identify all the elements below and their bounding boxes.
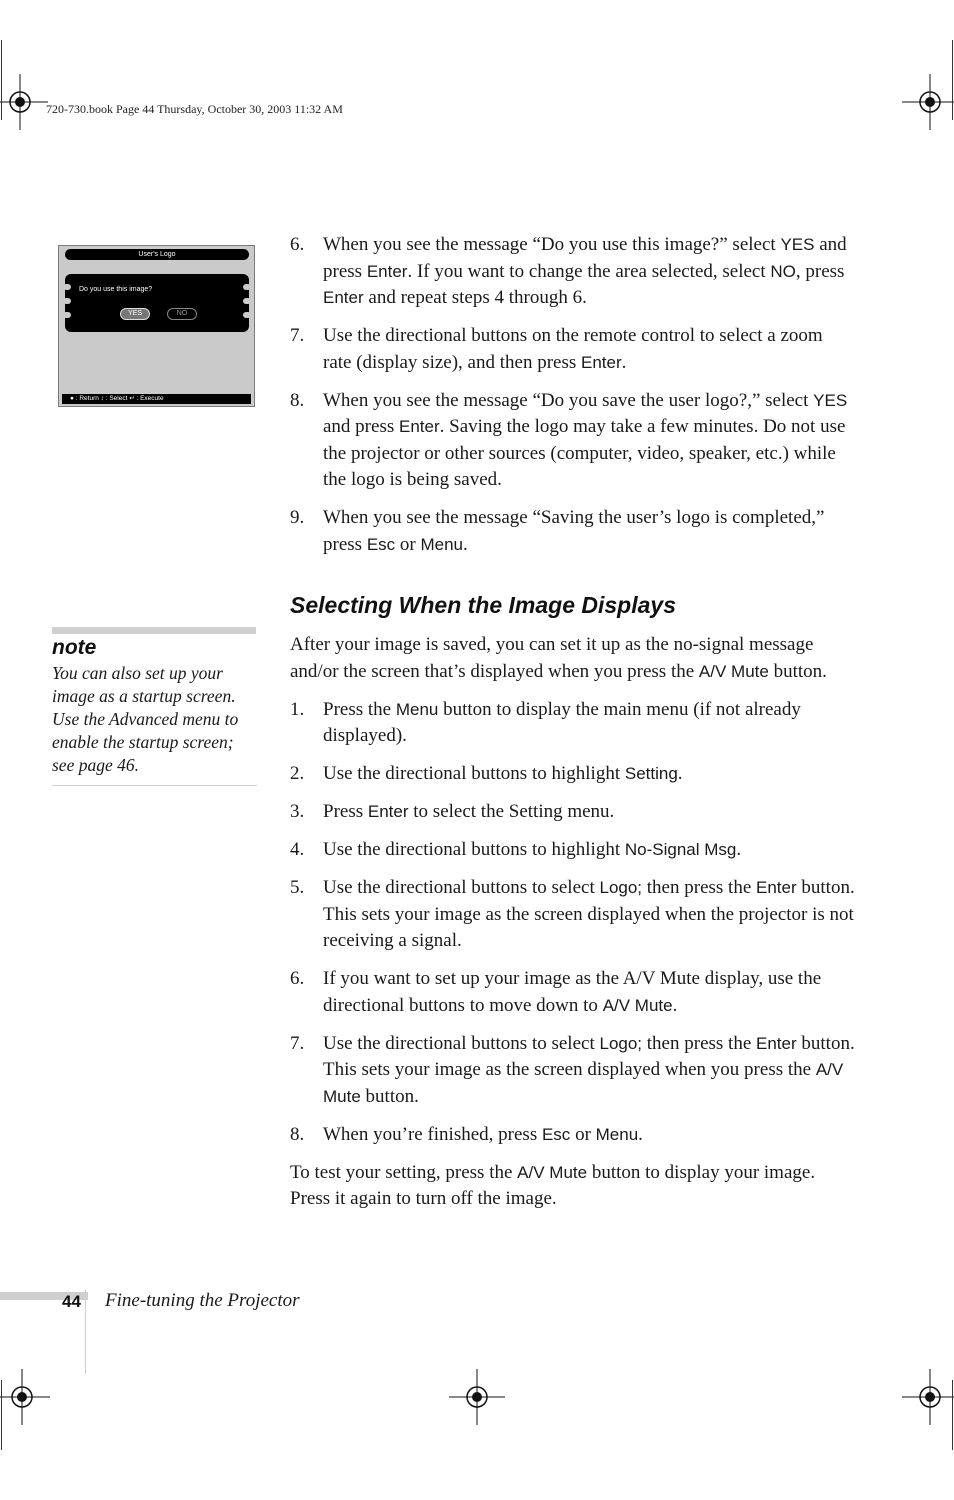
ui-term: Menu bbox=[420, 534, 464, 554]
screenshot-dialog bbox=[65, 274, 249, 332]
ui-term: Enter bbox=[756, 1033, 797, 1053]
registration-mark-top-left bbox=[0, 74, 48, 130]
users-logo-screenshot bbox=[58, 245, 255, 407]
step-number: 7. bbox=[290, 1032, 305, 1054]
text-run: . bbox=[672, 994, 678, 1016]
text-run: , press bbox=[795, 260, 845, 282]
ui-term: Enter bbox=[367, 802, 409, 821]
step-item bbox=[290, 1122, 855, 1149]
text-run: to select the Setting menu. bbox=[408, 801, 615, 822]
text-run: . Saving the logo may take a few minutes. Do not use the projector or other sources (computer, video, speaker, etc.) while the logo is being saved. bbox=[323, 416, 846, 490]
text-run: and press bbox=[323, 234, 847, 282]
ui-term: Menu bbox=[595, 1124, 639, 1144]
note-text: You can also set up your image as a startup screen. Use the Advanced menu to enable the startup screen; see page 46. bbox=[52, 663, 239, 775]
text-run: . If you want to change the area selected, select bbox=[407, 260, 771, 282]
step-number: 9. bbox=[290, 507, 305, 528]
intro-paragraph bbox=[290, 632, 855, 685]
ui-term: Setting bbox=[624, 764, 678, 783]
text-run: Press bbox=[323, 801, 368, 822]
ui-term: Enter bbox=[366, 261, 408, 281]
return-icon: ● bbox=[70, 395, 74, 402]
steps-continued bbox=[290, 232, 855, 570]
screenshot-footer bbox=[62, 394, 251, 404]
text-run: button. bbox=[360, 1085, 419, 1107]
ui-term: A/V Mute bbox=[698, 661, 769, 681]
step-list-b bbox=[290, 697, 855, 1149]
text-run: and repeat steps 4 through 6. bbox=[363, 287, 587, 308]
ui-term: Esc bbox=[366, 534, 396, 554]
text-run: When you see the message “Do you save the user logo?,” select bbox=[323, 389, 814, 411]
text-run: . bbox=[736, 839, 742, 860]
registration-mark-bottom-left bbox=[0, 1369, 50, 1425]
ui-term: Menu bbox=[395, 699, 439, 719]
step-item bbox=[290, 505, 855, 558]
text-run: Use the directional buttons to select bbox=[323, 877, 600, 898]
text-run: Use the directional buttons to highlight bbox=[323, 839, 625, 860]
text-run: . bbox=[621, 351, 627, 373]
step-number: 2. bbox=[290, 763, 305, 784]
crop-line-bottom-left bbox=[1, 1380, 2, 1450]
step-number: 4. bbox=[290, 839, 305, 860]
text-run: Press the bbox=[323, 698, 396, 720]
step-item bbox=[290, 323, 855, 376]
step-number: 8. bbox=[290, 1123, 305, 1145]
step-number: 7. bbox=[290, 325, 305, 346]
step-number: 1. bbox=[290, 698, 305, 720]
screenshot-no-button: NO bbox=[167, 308, 197, 320]
text-run: . bbox=[677, 763, 683, 784]
step-number: 6. bbox=[290, 234, 305, 255]
text-run: Use the directional buttons to select bbox=[323, 1032, 600, 1054]
ui-term: A/V Mute bbox=[602, 995, 673, 1015]
step-number: 3. bbox=[290, 801, 305, 822]
header-stamp: 720-730.book Page 44 Thursday, October 30, 2003 11:32 AM bbox=[46, 102, 343, 116]
ui-term: A/V Mute bbox=[323, 1060, 844, 1106]
step-number: 5. bbox=[290, 877, 305, 898]
text-run: To test your setting, press the bbox=[290, 1161, 518, 1183]
text-run: button to display your image. Press it again to turn off the image. bbox=[290, 1161, 816, 1209]
step-item bbox=[290, 799, 855, 826]
ui-term: A/V Mute bbox=[517, 1162, 588, 1182]
ui-term: Enter bbox=[756, 878, 797, 897]
text-run: or bbox=[570, 1123, 596, 1145]
crop-line-left bbox=[1, 40, 2, 120]
step-item bbox=[290, 837, 855, 864]
text-run: then press the bbox=[642, 1032, 757, 1054]
ui-term: YES bbox=[813, 390, 848, 410]
text-run: . bbox=[463, 533, 468, 555]
ui-term: No-Signal Msg bbox=[624, 840, 737, 859]
text-run: button. bbox=[768, 660, 827, 682]
ui-term: Logo; bbox=[599, 878, 643, 897]
note-bar bbox=[52, 627, 256, 634]
text-run: When you see the message “Saving the user’s logo is completed,” press bbox=[323, 507, 825, 555]
ui-term: Enter bbox=[398, 417, 440, 436]
step-item bbox=[290, 875, 855, 955]
step-list-a bbox=[290, 232, 855, 558]
ui-term: NO bbox=[770, 261, 796, 281]
step-item bbox=[290, 1031, 855, 1111]
footer-rule bbox=[85, 1290, 86, 1374]
text-run: and press bbox=[323, 416, 399, 437]
registration-mark-top-right bbox=[902, 74, 954, 130]
note-divider bbox=[52, 785, 257, 786]
text-run: or bbox=[395, 533, 421, 555]
closing-paragraph bbox=[290, 1160, 855, 1213]
text-run: . bbox=[638, 1123, 643, 1145]
screenshot-footer-text: : Return ↕ : Select ↵ : Execute bbox=[75, 395, 164, 402]
ui-term: YES bbox=[780, 235, 815, 254]
ui-term: Esc bbox=[541, 1124, 571, 1144]
registration-mark-bottom-right bbox=[902, 1369, 954, 1425]
text-run: Use the directional buttons on the remote control to select a zoom rate (display size), and then press bbox=[323, 325, 823, 373]
page-number: 44 bbox=[62, 1292, 81, 1311]
step-number: 8. bbox=[290, 389, 305, 411]
screenshot-title: User's Logo bbox=[65, 249, 249, 260]
step-item bbox=[290, 232, 855, 312]
text-run: then press the bbox=[642, 877, 757, 898]
section-title: Selecting When the Image Displays bbox=[290, 592, 676, 618]
text-run: When you’re finished, press bbox=[323, 1123, 542, 1145]
section-body bbox=[290, 632, 855, 1213]
crop-line-right bbox=[952, 40, 953, 120]
screenshot-question: Do you use this image? bbox=[79, 286, 153, 293]
text-run: If you want to set up your image as the A/V Mute display, use the directional buttons to move down to bbox=[323, 968, 822, 1016]
screenshot-yes-button: YES bbox=[120, 308, 150, 320]
step-item bbox=[290, 761, 855, 788]
ui-term: Logo; bbox=[599, 1033, 643, 1053]
text-run: button. This sets your image as the screen displayed when the projector is not receiving a signal. bbox=[323, 877, 855, 951]
ui-term: Enter bbox=[323, 288, 364, 307]
text-run: Use the directional buttons to highlight bbox=[323, 763, 625, 784]
ui-term: Enter bbox=[581, 352, 622, 372]
registration-mark-bottom-center bbox=[449, 1369, 505, 1425]
text-run: button. This sets your image as the screen displayed when you press the bbox=[323, 1032, 855, 1080]
footer-title: Fine-tuning the Projector bbox=[105, 1290, 300, 1311]
step-item bbox=[290, 388, 855, 494]
crop-line-bottom-right bbox=[952, 1380, 953, 1450]
step-number: 6. bbox=[290, 968, 305, 989]
text-run: When you see the message “Do you use this image?” select bbox=[323, 234, 781, 255]
text-run: button to display the main menu (if not already displayed). bbox=[323, 698, 801, 746]
text-run: After your image is saved, you can set it up as the no-signal message and/or the screen that’s displayed when you press the bbox=[290, 634, 814, 682]
note-title: note bbox=[52, 636, 97, 659]
step-item bbox=[290, 697, 855, 750]
step-item bbox=[290, 966, 855, 1019]
